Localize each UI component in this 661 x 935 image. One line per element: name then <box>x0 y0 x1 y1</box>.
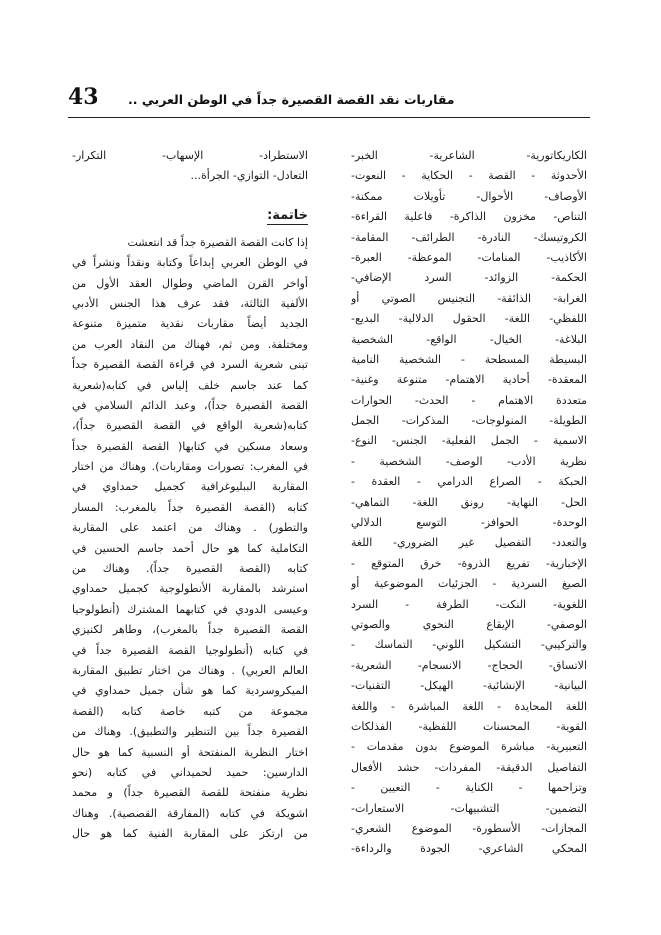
text-line: التفاصيل الدقيقة- المفردات- حشد الأفعال <box>351 760 587 774</box>
text-line: البسيطة المسطحة - الشخصية النامية <box>351 352 587 366</box>
page-number: 43 <box>68 84 99 110</box>
text-line: في الوطن العربي إبداعاً وكتابة ونقداً ونشراً في <box>72 256 308 270</box>
text-line: الحكمة- الزوائد- السرد الإضافي- <box>351 271 587 285</box>
text-line: كما عند جاسم خلف إلياس في كتابه(شعرية <box>72 378 308 392</box>
text-line: وعيسى الدودي في كتابهما المشترك (أنطولوجيا <box>72 602 308 616</box>
text-line: اللغوية- النكت- الطرفة - السرد <box>351 597 587 611</box>
right-column <box>351 146 587 860</box>
text-line: أواخر القرن الماضي وطوال العقد الأول من <box>72 276 308 290</box>
text-line: كتابه (القصة القصيرة جداً بالمغرب: المسار <box>72 500 308 514</box>
header-divider <box>68 117 590 118</box>
text-line: اللغة المحايدة - اللغة المباشرة - واللغة <box>351 699 587 713</box>
text-line: استرشد بالمقاربة الأنطولوجية كجميل حمداوي <box>72 582 308 596</box>
text-line: الأكاذيب- المنامات- الموعظة- العبرة- <box>351 250 587 264</box>
text-line: نظرية منفتحة للقصة القصيرة جداً) و محمد <box>72 786 308 800</box>
text-line: المعقدة- أحادية الاهتمام- متنوعة وغنية- <box>351 373 587 387</box>
text-line: الوحدة- الحوافز- التوسع الدلالي <box>351 516 587 530</box>
text-line: القصيرة جداً بين التنظير والتطبيق). وهناك من <box>72 725 308 739</box>
text-line: إذا كانت القصة القصيرة جداً قد انتعشت <box>127 235 308 249</box>
text-line: الطويلة- المنولوجات- المذكرات- الجمل <box>351 414 587 428</box>
text-line: الكاريكاتورية- الشاعرية- الخبر- <box>351 149 587 162</box>
text-line: التعبيرية- مباشرة الموضوع بدون مقدمات - <box>351 740 587 754</box>
conclusion-body <box>72 233 308 845</box>
left-column-intro <box>72 146 308 187</box>
text-line: المجازات- الأسطورة- الموضوع الشعري- <box>351 821 587 835</box>
text-line: القصة القصيرة جداً)، وعبد الدائم السلامي في <box>72 398 308 412</box>
text-line: الاتساق- الحجاج- الانسجام- الشعرية- <box>351 658 587 672</box>
text-line: في المغرب: تصورات ومقاربات). وهناك من اختار <box>72 460 308 474</box>
page-header <box>68 86 590 116</box>
text-line: نظرية الأدب- الوصف- الشخصية - <box>351 454 587 468</box>
text-line: الاستطراد- الإسهاب- التكرار- <box>72 149 308 162</box>
text-line: من ارتكز على المقاربة الفنية كما هو حال <box>72 827 308 841</box>
text-line: مجموعة من كتبه خاصة كتابه (القصة <box>72 704 308 718</box>
running-title: مقاربات نقد القصة القصيرة جداً في الوطن العربي .. <box>128 92 455 107</box>
text-line: الألفية الثالثة، فقد عرف هذا الجنس الأدبي <box>72 296 308 310</box>
text-line: اللفظي- اللغة- الحقول الدلالية- البديع- <box>351 312 587 326</box>
text-line: كتابه (القصة القصيرة جداً). وهناك من <box>72 562 308 576</box>
text-line: البلاغة- الخيال- الواقع- الشخصية <box>351 332 587 346</box>
text-line: والتطور) . وهناك من اعتمد على المقاربة <box>72 521 308 535</box>
text-line: الاسمية - الجمل الفعلية- الجنس- النوع- <box>351 434 587 448</box>
text-line: التضمين- التشبيهات- الاستعارات- <box>351 801 587 815</box>
text-line: الجديد أيضاً مقاربات نقدية متميزة متنوعة <box>72 317 308 331</box>
text-line: تبنى شعرية السرد في قراءة القصة القصيرة جداً <box>72 358 308 372</box>
text-line: متعددة الاهتمام - الحدث- الحوارات <box>351 393 587 407</box>
text-line: الحبكة - الصراع الدرامي - العقدة - <box>351 475 587 489</box>
text-line: الصيغ السردية - الجزئيات الموضوعية أو <box>351 577 587 591</box>
text-line: التعادل- التوازي- الجرأة... <box>190 169 308 183</box>
section-title-text: خاتمة: <box>267 207 308 223</box>
text-line: المحكي الشاعري- الجودة والرداءة- <box>351 842 587 856</box>
text-line: الإخبارية- تفريغ الذروة- خرق المتوقع - <box>351 556 587 570</box>
text-line: الميكروسردية كما هو شأن جميل حمداوي في <box>72 684 308 698</box>
text-line: العالم العربي) . وهناك من اختار تطبيق المقاربة <box>72 663 308 677</box>
text-line: القوية- المحسنات اللفظية- الفذلكات <box>351 719 587 733</box>
text-line: وتزاحمها - الكناية - التعيين - <box>351 781 587 795</box>
text-line: كتابه(شعرية الواقع في القصة القصيرة جداً)، <box>72 419 308 433</box>
text-line: الكروتيسك- النادرة- الطرائف- المقامة- <box>351 230 587 244</box>
text-line: ومختلفة. ومن ثم، فهناك من النقاد العرب من <box>72 337 308 351</box>
text-line: التكاملية كما هو حال أحمد جاسم الحسين في <box>72 541 308 555</box>
text-line: وسعاد مسكين في كتابها( القصة القصيرة جداً <box>72 439 308 453</box>
text-line: الأوصاف- الأحوال- تأويلات ممكنة- <box>351 189 587 203</box>
text-line: والتركيبي- التشكيل اللوني- التماسك - <box>351 638 587 652</box>
text-line: المقاربة الببليوغرافية كجميل حمداوي في <box>72 480 308 494</box>
text-line: البيانية- الإنشائية- الهيكل- التقنيات- <box>351 679 587 693</box>
text-line: الحل- النهاية- رونق اللغة- التماهي- <box>351 495 587 509</box>
text-line: الوصفي- الإيقاع النحوي والصوتي <box>351 617 587 631</box>
text-line: الأحدوثة - القصة - الحكاية - النعوت- <box>351 169 587 183</box>
text-line: الدارسين: حميد لحميداني في كتابه (نحو <box>72 765 308 779</box>
text-line: اشويكة في كتابه (المفارقة القصصية). وهناك <box>72 806 308 820</box>
text-line: اختار النظرية المنفتحة أو النسبية كما هو حال <box>72 745 308 759</box>
text-line: القصة القصيرة جداً بالمغرب)، وطاهر لكنيزي <box>72 623 308 637</box>
left-column <box>72 146 308 845</box>
text-line: والتعدد- التفصيل غير الضروري- اللغة <box>351 536 587 550</box>
text-line: في كتابه (أنطولوجيا القصة القصيرة جداً في <box>72 643 308 657</box>
section-title <box>72 203 308 229</box>
text-line: التناص- مخزون الذاكرة- فاعلية القراءة- <box>351 210 587 224</box>
text-line: الغرابة- الذائقة- التجنيس الصوتي أو <box>351 291 587 305</box>
